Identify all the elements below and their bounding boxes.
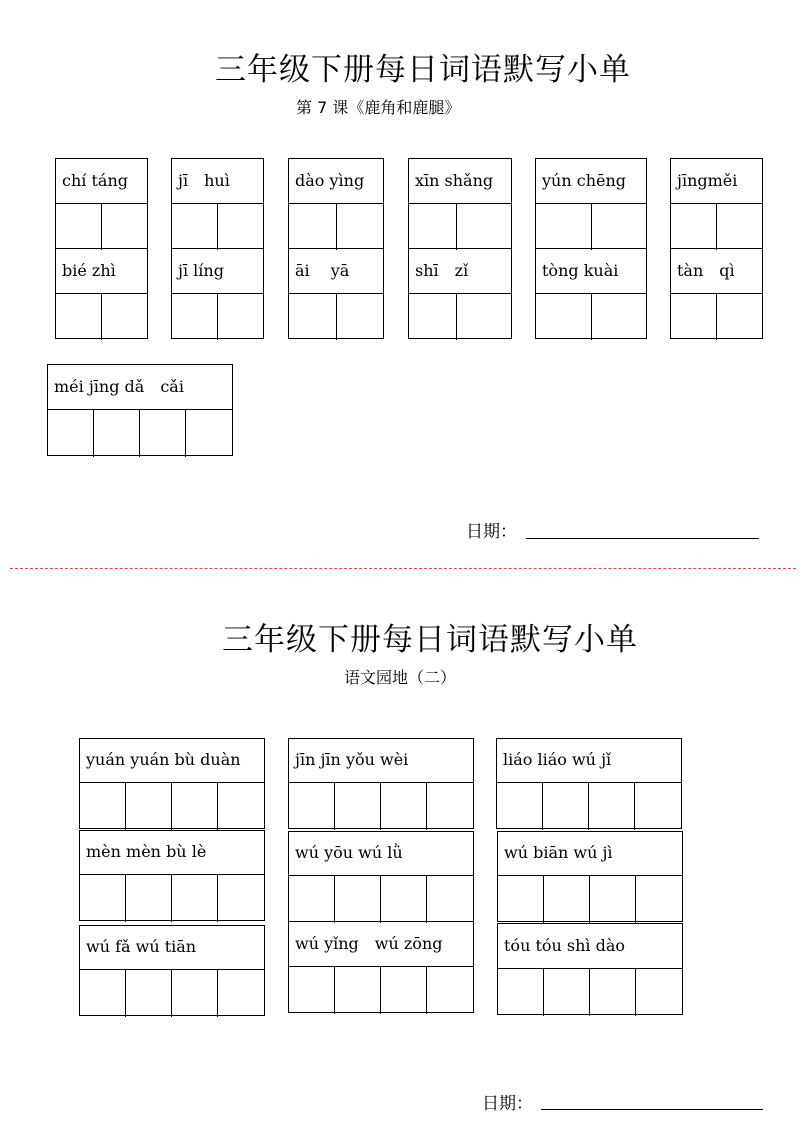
pinyin-label: āi yā <box>289 249 383 294</box>
date-field[interactable] <box>541 1109 763 1110</box>
writing-cell[interactable] <box>102 294 148 340</box>
writing-cell[interactable] <box>218 875 264 922</box>
pinyin-label: liáo liáo wú jǐ <box>497 739 681 783</box>
writing-cell[interactable] <box>140 410 186 457</box>
writing-cell[interactable] <box>381 967 427 1014</box>
word-box <box>288 738 474 829</box>
writing-cell[interactable] <box>126 970 172 1017</box>
word-box <box>670 158 763 249</box>
writing-cell[interactable] <box>335 783 381 830</box>
writing-cell[interactable] <box>48 410 94 457</box>
word-box <box>408 248 512 339</box>
pinyin-label: mèn mèn bù lè <box>80 831 264 875</box>
writing-cell[interactable] <box>172 204 218 250</box>
writing-cell[interactable] <box>427 783 473 830</box>
writing-cell[interactable] <box>289 876 335 923</box>
writing-cell[interactable] <box>218 294 264 340</box>
writing-cell[interactable] <box>671 294 717 340</box>
writing-cell[interactable] <box>543 783 589 830</box>
pinyin-label: dào yìng <box>289 159 383 204</box>
writing-cell[interactable] <box>337 294 385 340</box>
writing-cell[interactable] <box>172 783 218 830</box>
sheet1-subtitle: 第 7 课《鹿角和鹿腿》 <box>296 98 461 117</box>
writing-cell[interactable] <box>717 204 763 250</box>
sheet1-title: 三年级下册每日词语默写小单 <box>215 52 631 88</box>
pinyin-label: xīn shǎng <box>409 159 511 204</box>
writing-cell[interactable] <box>635 783 681 830</box>
pinyin-label: bié zhì <box>56 249 147 294</box>
pinyin-label: shī zǐ <box>409 249 511 294</box>
pinyin-label: jī huì <box>172 159 263 204</box>
pinyin-label: chí táng <box>56 159 147 204</box>
writing-cell[interactable] <box>592 204 648 250</box>
word-box <box>670 248 763 339</box>
writing-cell[interactable] <box>289 783 335 830</box>
writing-cell[interactable] <box>498 969 544 1016</box>
pinyin-label: wú fǎ wú tiān <box>80 926 264 970</box>
writing-cell[interactable] <box>172 970 218 1017</box>
date-label: 日期： <box>482 1094 533 1114</box>
word-box <box>55 158 148 249</box>
sheet2-title: 三年级下册每日词语默写小单 <box>222 622 638 658</box>
writing-cell[interactable] <box>80 970 126 1017</box>
word-box <box>47 364 233 456</box>
pinyin-label: jī líng <box>172 249 263 294</box>
word-box <box>288 158 384 249</box>
pinyin-label: tòng kuài <box>536 249 646 294</box>
pinyin-label: tàn qì <box>671 249 762 294</box>
writing-cell[interactable] <box>636 876 682 923</box>
pinyin-label: wú yōu wú lǜ <box>289 832 473 876</box>
writing-cell[interactable] <box>289 967 335 1014</box>
word-box <box>79 830 265 921</box>
writing-cell[interactable] <box>409 294 457 340</box>
word-box <box>171 248 264 339</box>
writing-cell[interactable] <box>335 967 381 1014</box>
writing-cell[interactable] <box>172 875 218 922</box>
writing-cell[interactable] <box>427 967 473 1014</box>
writing-cell[interactable] <box>337 204 385 250</box>
writing-cell[interactable] <box>671 204 717 250</box>
writing-cell[interactable] <box>335 876 381 923</box>
word-box <box>288 831 474 922</box>
writing-cell[interactable] <box>94 410 140 457</box>
word-box <box>497 923 683 1015</box>
writing-cell[interactable] <box>457 204 513 250</box>
writing-cell[interactable] <box>544 876 590 923</box>
writing-cell[interactable] <box>102 204 148 250</box>
writing-cell[interactable] <box>498 876 544 923</box>
sheet2-subtitle: 语文园地（二） <box>344 668 457 687</box>
pinyin-label: jīngměi <box>671 159 762 204</box>
writing-cell[interactable] <box>536 294 592 340</box>
word-box <box>288 921 474 1013</box>
pinyin-label: yún chēng <box>536 159 646 204</box>
writing-cell[interactable] <box>56 294 102 340</box>
writing-cell[interactable] <box>56 204 102 250</box>
word-box <box>171 158 264 249</box>
writing-cell[interactable] <box>289 294 337 340</box>
date-label: 日期： <box>466 522 517 542</box>
writing-cell[interactable] <box>592 294 648 340</box>
writing-cell[interactable] <box>497 783 543 830</box>
writing-cell[interactable] <box>590 876 636 923</box>
writing-cell[interactable] <box>126 783 172 830</box>
date-field[interactable] <box>526 538 759 539</box>
writing-cell[interactable] <box>427 876 473 923</box>
pinyin-label: méi jīng dǎ cǎi <box>48 365 232 410</box>
pinyin-label: wú yǐng wú zōng <box>289 922 473 967</box>
writing-cell[interactable] <box>636 969 682 1016</box>
pinyin-label: yuán yuán bù duàn <box>80 739 264 783</box>
writing-cell[interactable] <box>544 969 590 1016</box>
writing-cell[interactable] <box>381 783 427 830</box>
cut-line-divider <box>10 568 796 569</box>
writing-cell[interactable] <box>717 294 763 340</box>
writing-cell[interactable] <box>218 970 264 1017</box>
writing-cell[interactable] <box>409 204 457 250</box>
pinyin-label: jīn jīn yǒu wèi <box>289 739 473 783</box>
writing-cell[interactable] <box>218 783 264 830</box>
word-box <box>79 738 265 829</box>
writing-cell[interactable] <box>186 410 232 457</box>
writing-cell[interactable] <box>126 875 172 922</box>
word-box <box>408 158 512 249</box>
writing-cell[interactable] <box>218 204 264 250</box>
writing-cell[interactable] <box>80 783 126 830</box>
writing-cell[interactable] <box>590 969 636 1016</box>
pinyin-label: tóu tóu shì dào <box>498 924 682 969</box>
word-box <box>535 158 647 249</box>
word-box <box>79 925 265 1016</box>
word-box <box>288 248 384 339</box>
word-box <box>497 831 683 922</box>
word-box <box>496 738 682 829</box>
writing-cell[interactable] <box>589 783 635 830</box>
writing-cell[interactable] <box>536 204 592 250</box>
pinyin-label: wú biān wú jì <box>498 832 682 876</box>
writing-cell[interactable] <box>289 204 337 250</box>
writing-cell[interactable] <box>80 875 126 922</box>
word-box <box>535 248 647 339</box>
writing-cell[interactable] <box>172 294 218 340</box>
writing-cell[interactable] <box>381 876 427 923</box>
writing-cell[interactable] <box>457 294 513 340</box>
word-box <box>55 248 148 339</box>
